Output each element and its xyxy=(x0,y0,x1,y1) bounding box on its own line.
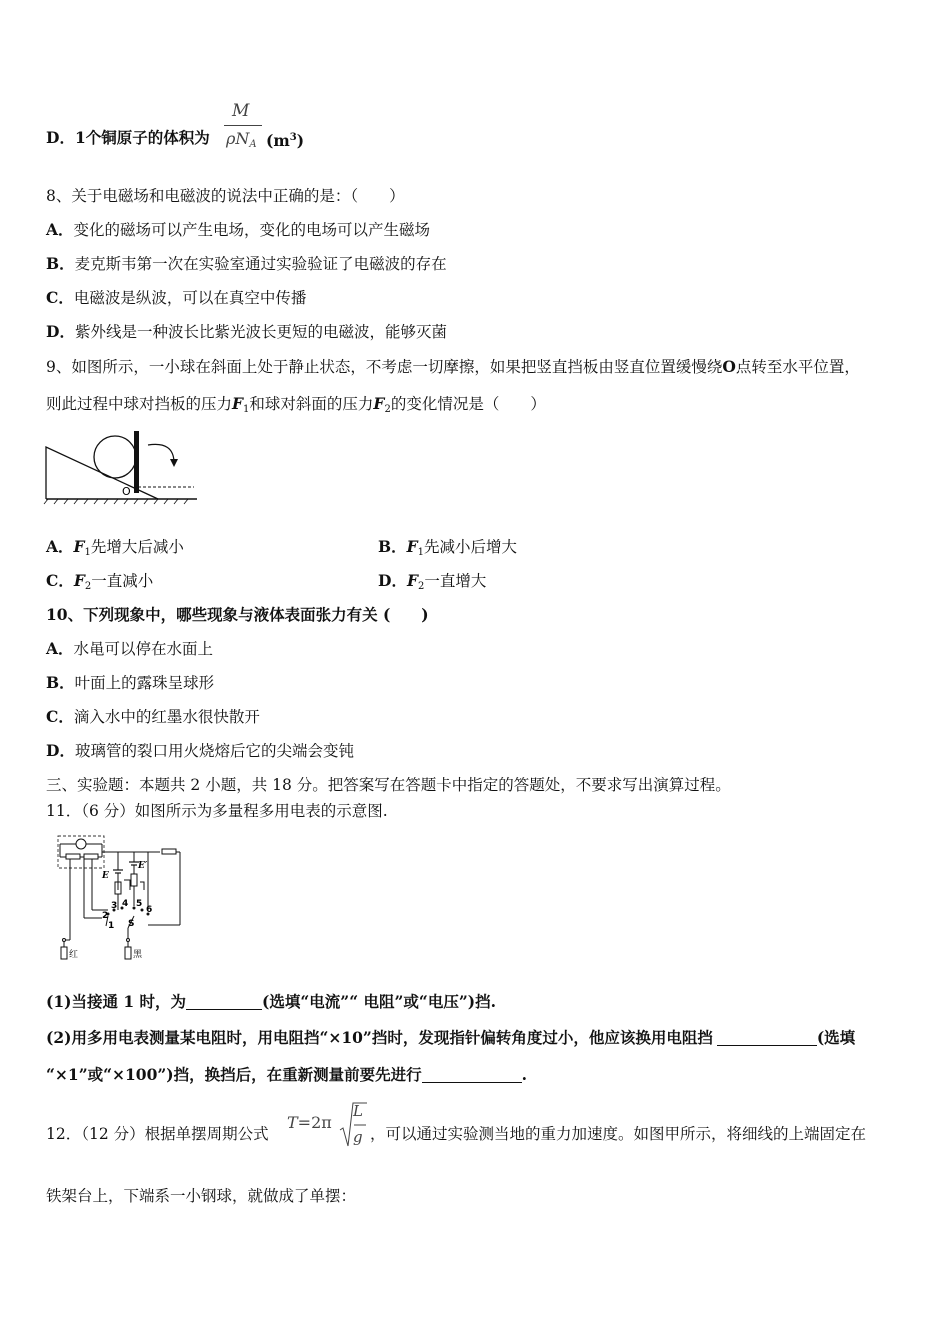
q11-label-4: 4 xyxy=(122,899,129,909)
q11-label-2: 2 xyxy=(102,911,109,921)
q9-f1-sub: 1 xyxy=(243,404,250,415)
q9-option-b-label: B． xyxy=(378,537,407,556)
q11-label-5: 5 xyxy=(136,899,143,909)
q7-fraction-denominator xyxy=(226,129,257,150)
q9-board xyxy=(134,431,139,493)
q8-option-d-label: D． xyxy=(46,322,75,341)
q7-option-d-text: 1个铜原子的体积为 xyxy=(74,128,210,147)
q10-option-c-label: C． xyxy=(46,707,74,726)
q9-f2: F xyxy=(373,394,385,413)
q11-part2-text-b: (选填 xyxy=(816,1028,856,1047)
q9-option-b-f: F xyxy=(406,537,418,556)
q11-label-red: 红 xyxy=(69,950,79,960)
q9-f2-sub: 2 xyxy=(384,404,391,415)
q7-fraction-numerator: M xyxy=(232,101,250,121)
q7-n: N xyxy=(235,129,250,148)
q11-label-1: 1 xyxy=(108,921,115,931)
q11-label-e2: E′ xyxy=(138,861,148,871)
q7-unit-close: ) xyxy=(296,131,305,150)
q9-option-d-label: D． xyxy=(378,571,407,590)
q8-option-c xyxy=(46,288,306,308)
q9-option-c-label: C． xyxy=(46,571,74,590)
q8-option-b-text: 麦克斯韦第一次在实验室通过实验验证了电磁波的存在 xyxy=(74,255,447,273)
q10-option-a-label: A． xyxy=(46,639,74,658)
q9-stem-line2 xyxy=(46,394,546,420)
q10-option-b-text: 叶面上的露珠呈球形 xyxy=(74,674,215,692)
q9-incline-figure xyxy=(42,425,202,505)
q7-unit-open: (m xyxy=(266,131,290,150)
q9-stem-line1-text: 9、如图所示，一小球在斜面上处于静止状态，不考虑一切摩擦，如果把竖直挡板由竖直位置缓慢绕 xyxy=(46,358,723,376)
q9-stem-line1 xyxy=(46,357,860,377)
q11-part2-text-c: “×1”或“×100”)挡，换挡后，在重新测量前要先进行 xyxy=(46,1065,422,1084)
q10-option-a xyxy=(46,639,213,659)
q12-stem-b: ，可以通过实验测当地的重力加速度。如图甲所示，将细线的上端固定在 xyxy=(370,1125,867,1143)
q7-n-sub: A xyxy=(249,139,257,150)
q11-resistor-1 xyxy=(66,854,80,859)
q11-galvanometer xyxy=(76,839,86,849)
q7-rho: ρ xyxy=(226,129,236,148)
q11-label-6: 6 xyxy=(146,905,153,915)
q9-option-d-sub: 2 xyxy=(417,581,425,592)
q11-part1-text-a: (1)当接通 1 时，为 xyxy=(46,992,187,1011)
q9-stem-line2-b: 和球对斜面的压力 xyxy=(249,395,374,413)
q7-fraction-bar xyxy=(224,125,262,126)
q12-formula-l: L xyxy=(353,1102,363,1120)
q11-red-probe xyxy=(61,947,67,959)
q10-option-d xyxy=(46,741,354,761)
q8-option-c-label: C． xyxy=(46,288,74,307)
q11-part2-text-a: (2)用多用电表测量某电阻时，用电阻挡“×10”挡时，发现指针偏转角度过小，他应该换用电阻挡 xyxy=(46,1028,713,1047)
q9-option-a-f: F xyxy=(73,537,85,556)
q10-option-a-text: 水黾可以停在水面上 xyxy=(73,640,214,658)
q9-label-o: O xyxy=(122,485,131,498)
q10-stem: 10、下列现象中，哪些现象与液体表面张力有关 ( ) xyxy=(46,605,429,624)
q12-stem-c: 铁架台上，下端系一小钢球，就做成了单摆： xyxy=(46,1187,357,1205)
q11-meter-box xyxy=(58,836,104,868)
q8-option-b xyxy=(46,254,447,274)
q7-option-d-label: D． xyxy=(46,128,75,147)
q11-part2-line2 xyxy=(46,1065,527,1085)
q11-label-e: E xyxy=(102,871,109,881)
q9-rotation-arrow xyxy=(148,444,174,463)
q11-black-probe xyxy=(125,947,131,959)
q9-option-a-text: 先增大后减小 xyxy=(90,538,184,556)
q9-option-c-f: F xyxy=(73,571,85,590)
q8-option-a-text: 变化的磁场可以产生电场，变化的电场可以产生磁场 xyxy=(73,221,431,239)
q12-stem-a: 12．（12 分）根据单摆周期公式 xyxy=(46,1125,269,1143)
q7-unit xyxy=(266,128,304,151)
q11-multimeter-circuit xyxy=(50,830,190,965)
q8-option-d xyxy=(46,322,447,342)
q11-part1-answer-blank[interactable] xyxy=(186,993,262,1010)
q9-option-d-text: 一直增大 xyxy=(424,572,487,590)
q11-label-3: 3 xyxy=(111,901,118,911)
q10-option-d-label: D． xyxy=(46,741,75,760)
q11-part1 xyxy=(46,992,496,1012)
q11-part2-answer-blank-1[interactable] xyxy=(717,1029,817,1046)
q9-option-b xyxy=(378,537,517,563)
q9-arrow-head xyxy=(170,459,178,467)
q8-stem: 8、关于电磁场和电磁波的说法中正确的是：（ ） xyxy=(46,187,405,205)
q11-part1-text-b: (选填“电流”“ 电阻”或“电压”)挡. xyxy=(262,992,496,1011)
q11-label-black: 黑 xyxy=(133,950,143,960)
q8-option-a xyxy=(46,220,430,240)
q9-option-c xyxy=(46,571,153,597)
q12-formula-g: g xyxy=(353,1128,363,1146)
q8-option-c-text: 电磁波是纵波，可以在真空中传播 xyxy=(73,289,307,307)
q11-part2-text-d: . xyxy=(521,1065,528,1084)
q11-resistor-2 xyxy=(84,854,98,859)
q9-option-a xyxy=(46,537,184,563)
q9-point-o: O xyxy=(722,357,736,376)
q11-part2-answer-blank-2[interactable] xyxy=(422,1066,522,1083)
q9-option-b-text: 先减小后增大 xyxy=(424,538,518,556)
q11-resistor-3 xyxy=(162,849,176,854)
q7-option-d xyxy=(46,128,210,148)
q9-option-c-text: 一直减小 xyxy=(91,572,154,590)
q11-stem: 11．（6 分）如图所示为多量程多用电表的示意图. xyxy=(46,802,388,820)
section3-heading: 三、实验题：本题共 2 小题，共 18 分。把答案写在答题卡中指定的答题处，不要求写出演算过程。 xyxy=(46,776,731,794)
q10-option-c-text: 滴入水中的红墨水很快散开 xyxy=(73,708,260,726)
q11-label-s: S xyxy=(128,919,135,929)
q9-option-a-sub: 1 xyxy=(84,547,91,558)
q9-stem-line2-c: 的变化情况是（ ） xyxy=(390,395,546,413)
q11-part2-line1 xyxy=(46,1028,855,1048)
q12-formula-eq: =2π xyxy=(297,1113,332,1132)
q10-option-d-text: 玻璃管的裂口用火烧熔后它的尖端会变钝 xyxy=(74,742,354,760)
q10-option-b-label: B． xyxy=(46,673,75,692)
q10-option-b xyxy=(46,673,214,693)
q9-option-b-sub: 1 xyxy=(417,547,424,558)
q12-formula-t: T xyxy=(287,1113,298,1132)
q9-option-a-label: A． xyxy=(46,537,74,556)
q12-formula xyxy=(287,1113,332,1132)
q9-option-d xyxy=(378,571,486,597)
q9-option-c-sub: 2 xyxy=(84,581,92,592)
q7-unit-sup: 3 xyxy=(289,132,297,143)
q9-ball xyxy=(94,436,136,478)
q9-f1: F xyxy=(232,394,244,413)
q9-stem-line2-a: 则此过程中球对挡板的压力 xyxy=(46,395,233,413)
q9-option-d-f: F xyxy=(406,571,418,590)
q9-stem-line1-end: 点转至水平位置， xyxy=(735,358,860,376)
q8-option-b-label: B． xyxy=(46,254,75,273)
q8-option-d-text: 紫外线是一种波长比紫光波长更短的电磁波，能够灭菌 xyxy=(74,323,447,341)
q10-option-c xyxy=(46,707,260,727)
q8-option-a-label: A． xyxy=(46,220,74,239)
